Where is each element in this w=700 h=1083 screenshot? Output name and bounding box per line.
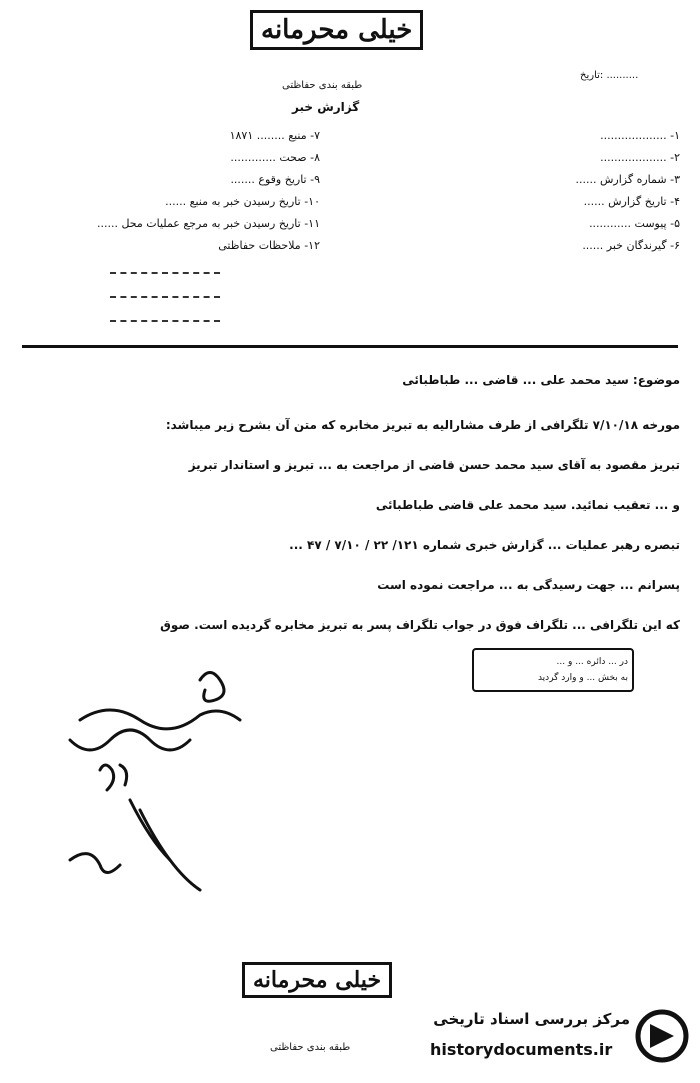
right-fields [380, 125, 680, 257]
watermark-url: historydocuments.ir [430, 1040, 613, 1059]
footer-classification-subtitle: طبقه بندی حفاظتی [270, 1042, 351, 1053]
left-field: ۹- تاریخ وقوع ....... [230, 173, 320, 186]
left-field: ۷- منبع ........ ۱۸۷۱ [229, 129, 320, 142]
body-paragraph: مورخه ۷/۱۰/۱۸ تلگرافی از طرف مشارالیه به تبریز مخابره که متن آن بشرح زیر میباشد: [165, 418, 680, 432]
receipt-stamp: در ... دائره ... و ... به بخش ... و وارد گردید [472, 648, 634, 692]
body-paragraph: و ... تعقیب نمائید. سید محمد علی قاضی طباطبائی [375, 498, 680, 512]
right-field: ۱- ................... [600, 129, 680, 142]
right-field: ۴- تاریخ گزارش ...... [583, 195, 680, 208]
right-field: ۶- گیرندگان خبر ...... [582, 239, 680, 252]
left-field: ۱۲- ملاحظات حفاظتی [218, 239, 320, 252]
classification-subtitle: طبقه بندی حفاظتی [282, 80, 363, 91]
footer-classification-stamp: خیلی محرمانه [242, 962, 392, 998]
blank-line [110, 320, 220, 322]
right-field: ۵- پیوست ............ [589, 217, 680, 230]
left-field: ۸- صحت ............. [230, 151, 320, 164]
report-type: گزارش خبر [292, 100, 360, 114]
blank-line [110, 272, 220, 274]
handwritten-annotation [40, 660, 260, 900]
body-paragraph: که این تلگرافی ... تلگراف فوق در جواب تلگراف پسر به تبریز مخابره گردیده است. صوق [160, 618, 680, 632]
blank-line [110, 296, 220, 298]
date-label: تاریخ: .......... [580, 70, 639, 81]
subject-line: موضوع: سید محمد علی ... قاضی ... طباطبائی [402, 373, 680, 387]
right-field: ۳- شماره گزارش ...... [575, 173, 680, 186]
body-text [20, 405, 680, 645]
body-paragraph: پسرانم ... جهت رسیدگی به ... مراجعت نموده است [377, 578, 680, 592]
left-field: ۱۰- تاریخ رسیدن خبر به منبع ...... [165, 195, 320, 208]
body-paragraph: تبصره رهبر عملیات ... گزارش خبری شماره ۱۲۱/ ۲۲ / ۷/۱۰ / ۴۷ ... [289, 538, 680, 552]
separator-line [22, 345, 678, 348]
watermark-logo-icon [634, 1008, 690, 1064]
right-field: ۲- ................... [600, 151, 680, 164]
classification-stamp: خیلی محرمانه [250, 10, 423, 50]
body-paragraph: تبریز مقصود به آقای سید محمد حسن قاضی از مراجعت به ... تبریز و استاندار تبریز [188, 458, 680, 472]
left-fields [20, 125, 320, 257]
watermark-org-name: مرکز بررسی اسناد تاریخی [433, 1010, 630, 1028]
left-field: ۱۱- تاریخ رسیدن خبر به مرجع عملیات محل ...... [96, 217, 320, 230]
